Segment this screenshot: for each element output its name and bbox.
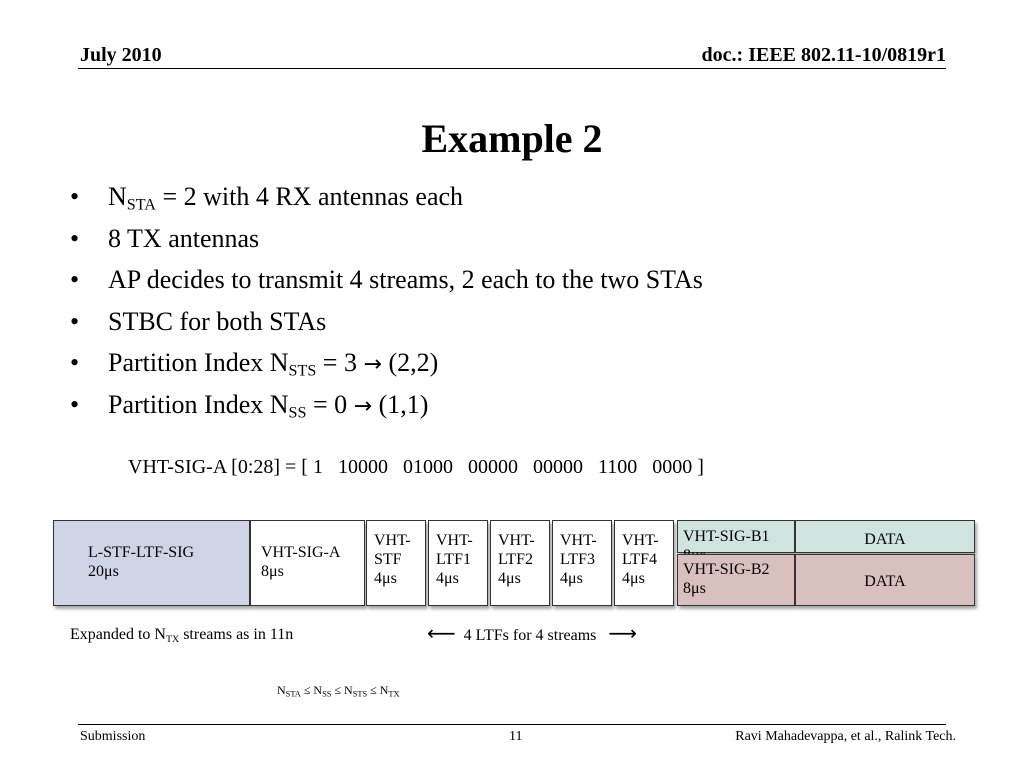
footer-rule <box>78 724 946 725</box>
bullet-item: • Partition Index $N_{SS} = 0 \to (1,1)$ <box>70 385 703 427</box>
footer-submission: Submission <box>80 729 146 744</box>
right-arrow-icon: → <box>353 392 373 419</box>
bullet-item: • AP decides to transmit 4 streams, 2 each to the two STAs <box>70 260 703 302</box>
frame-field-vht-ltf2: VHT- LTF2 4μs <box>490 520 550 606</box>
header-date: July 2010 <box>80 44 162 66</box>
frame-field-vht-ltf4: VHT- LTF4 4μs <box>614 520 674 606</box>
frame-field-data-1: DATA <box>795 520 975 553</box>
left-arrow-icon: ⟵ <box>427 621 456 645</box>
frame-field-vht-sig-a: VHT-SIG-A 8μs <box>250 520 365 606</box>
frame-field-vht-ltf3: VHT- LTF3 4μs <box>552 520 612 606</box>
bullet-item: • Partition Index $N_{STS} = 3 \to (2,2)$ <box>70 343 703 385</box>
frame-field-vht-sig-b1: VHT-SIG-B1 <box>677 520 795 553</box>
slide-title: Example 2 <box>421 116 603 161</box>
frame-field-vht-stf: VHT- STF 4μs <box>366 520 426 606</box>
expanded-note: Expanded to $N_{TX}$ streams as in 11n <box>70 626 294 645</box>
header-doc-id: doc.: IEEE 802.11-10/0819r1 <box>701 44 946 66</box>
frame-field-vht-sig-b2: VHT-SIG-B2 8μs <box>677 554 795 606</box>
ltf-note: ⟵ 4 LTFs for 4 streams ⟶ <box>427 621 638 645</box>
footer-page-number: 11 <box>509 729 523 744</box>
frame-field-lstf: L-STF-LTF-SIG 20μs <box>53 520 250 606</box>
frame-field-vht-ltf1: VHT- LTF1 4μs <box>428 520 488 606</box>
bullet-list <box>70 177 703 426</box>
bullet-item: • $N_{STA} = 2$ with 4 RX antennas each <box>70 177 703 219</box>
header-rule <box>78 68 946 69</box>
stream-inequality: $N_{STA} \le N_{SS} \le N_{STS} \le N_{TX}$ <box>277 683 400 699</box>
footer-author: Ravi Mahadevappa, et al., Ralink Tech. <box>735 729 956 744</box>
bullet-item: • STBC for both STAs <box>70 302 703 344</box>
right-arrow-icon: ⟶ <box>608 621 638 645</box>
frame-field-data-2: DATA <box>795 554 975 606</box>
bullet-item: • 8 TX antennas <box>70 219 703 261</box>
right-arrow-icon: → <box>363 351 382 377</box>
vht-sig-a-bits: VHT-SIG-A [0:28] = [ 1 10000 01000 00000 00000 1100 0000 ] <box>128 456 704 478</box>
